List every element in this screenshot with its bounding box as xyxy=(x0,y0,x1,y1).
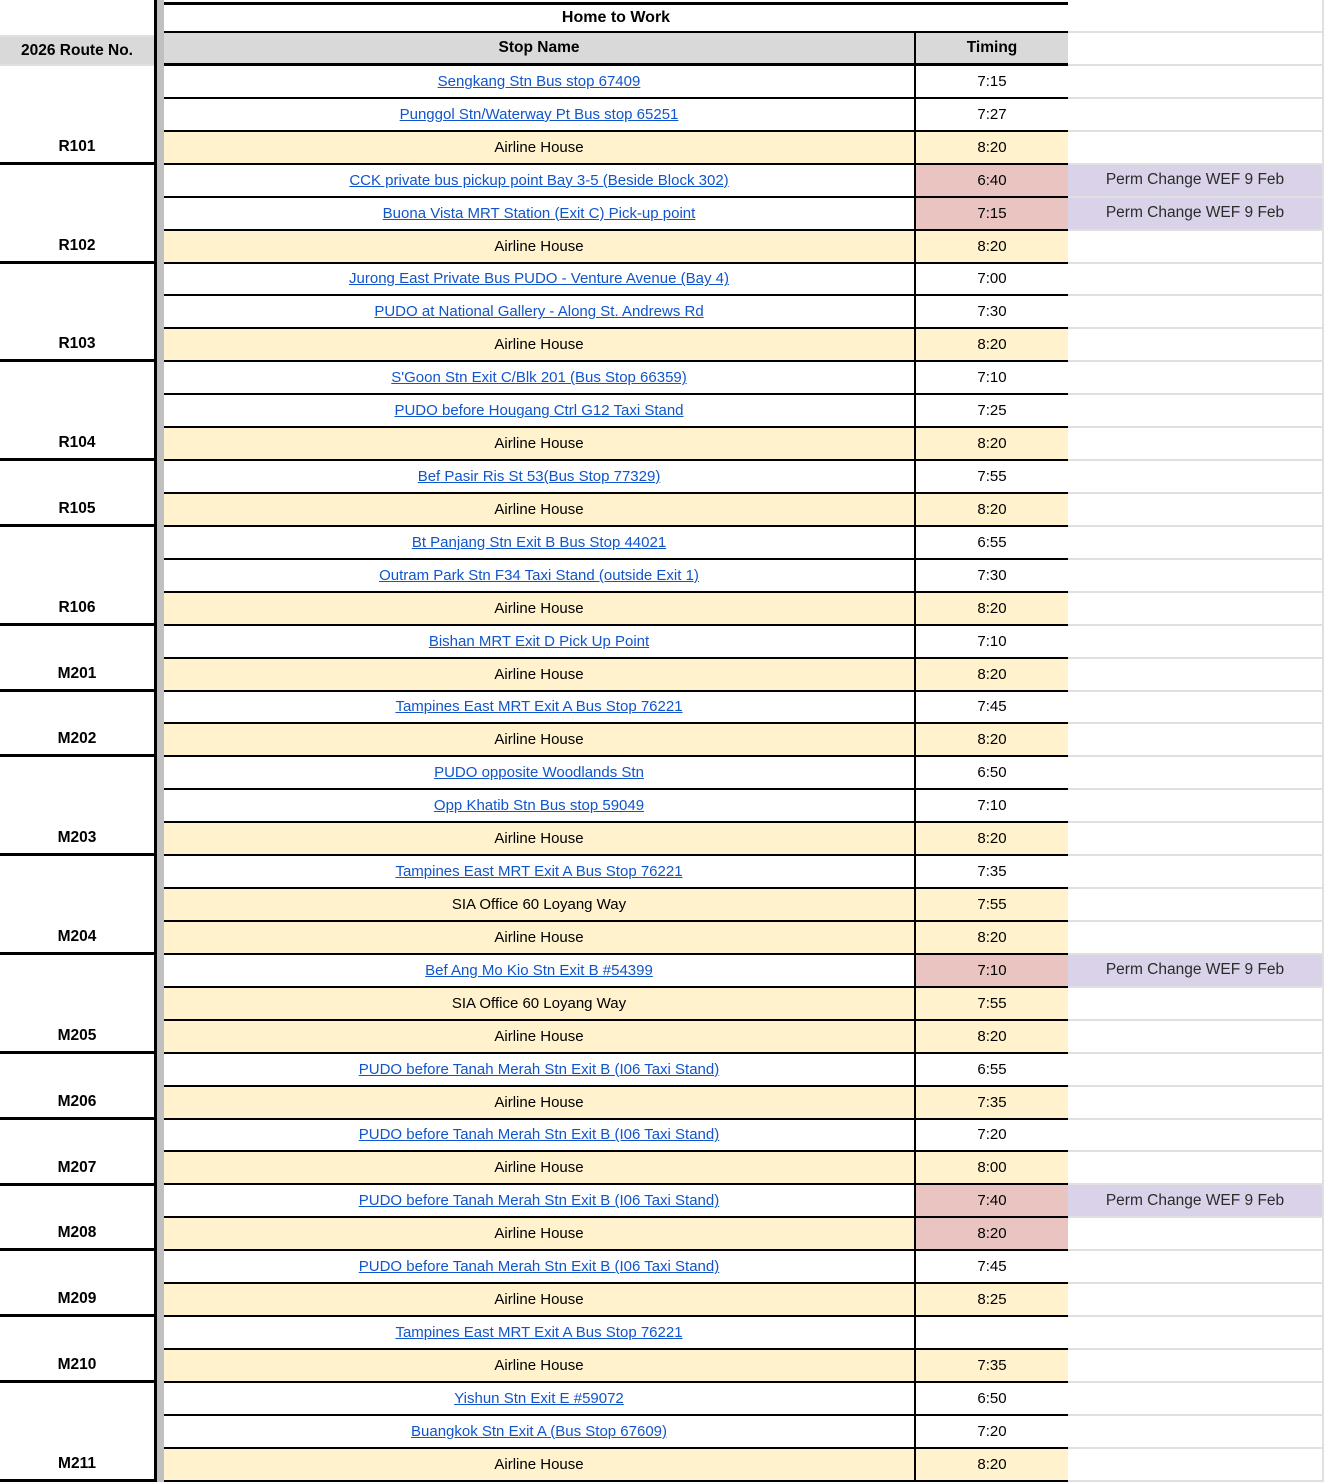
route-cell: M205 xyxy=(0,955,154,1054)
note-cell-empty xyxy=(1068,790,1322,823)
table-row xyxy=(164,165,1068,198)
timing-cell: 7:27 xyxy=(977,105,1007,123)
timing-cell: 8:20 xyxy=(916,231,1068,262)
note-cell-empty xyxy=(1068,626,1322,659)
stop-cell xyxy=(164,560,916,591)
table-row xyxy=(164,560,1068,593)
timing-cell: 7:25 xyxy=(977,402,1007,420)
table-row xyxy=(164,659,1068,692)
timing-cell: 7:45 xyxy=(977,698,1007,716)
table-row xyxy=(164,955,1068,988)
stop-cell xyxy=(164,461,916,492)
timing-header: Timing xyxy=(916,33,1068,63)
note-cell-empty xyxy=(1068,922,1322,955)
table-row xyxy=(164,1021,1068,1054)
stop-link[interactable]: Jurong East Private Bus PUDO - Venture Avenue (Bay 4) xyxy=(349,270,729,288)
stop-link[interactable]: Yishun Stn Exit E #59072 xyxy=(454,1389,624,1407)
route-cell: M202 xyxy=(0,692,154,758)
timing-cell: 8:20 xyxy=(916,823,1068,854)
note-cell: Perm Change WEF 9 Feb xyxy=(1068,955,1322,988)
timing-cell: 6:55 xyxy=(977,1060,1007,1078)
stop-link[interactable]: Buona Vista MRT Station (Exit C) Pick-up point xyxy=(382,204,696,222)
stop-link[interactable]: Tampines East MRT Exit A Bus Stop 76221 xyxy=(395,1323,683,1341)
table-row xyxy=(164,1284,1068,1317)
stop-cell: Airline House xyxy=(164,1218,916,1249)
stop-cell xyxy=(164,856,916,887)
stop-link[interactable]: PUDO before Hougang Ctrl G12 Taxi Stand xyxy=(394,402,684,420)
timing-cell: 6:55 xyxy=(977,533,1007,551)
timing-cell: 7:55 xyxy=(916,889,1068,920)
note-cell: Perm Change WEF 9 Feb xyxy=(1068,198,1322,231)
stop-cell xyxy=(164,362,916,393)
note-cell-empty xyxy=(1068,692,1322,725)
table-row xyxy=(164,790,1068,823)
timing-cell: 8:20 xyxy=(916,329,1068,360)
note-cell-empty xyxy=(1068,1087,1322,1120)
note-cell-empty xyxy=(1068,264,1322,297)
stop-link[interactable]: PUDO before Tanah Merah Stn Exit B (I06 Taxi Stand) xyxy=(358,1060,720,1078)
stop-cell xyxy=(164,626,916,657)
table-row xyxy=(164,66,1068,99)
route-number-column xyxy=(0,0,157,1482)
stop-cell: Airline House xyxy=(164,659,916,690)
stop-link[interactable]: Bef Pasir Ris St 53(Bus Stop 77329) xyxy=(417,468,661,486)
note-cell-empty xyxy=(1068,1449,1322,1482)
route-cell: M209 xyxy=(0,1251,154,1317)
timing-cell: 8:20 xyxy=(916,724,1068,755)
stop-cell: Airline House xyxy=(164,1152,916,1183)
stop-cell: SIA Office 60 Loyang Way xyxy=(164,889,916,920)
note-cell-empty xyxy=(1068,856,1322,889)
route-cell: R104 xyxy=(0,362,154,461)
note-rows xyxy=(1068,66,1322,1482)
stop-link[interactable]: S'Goon Stn Exit C/Blk 201 (Bus Stop 66359) xyxy=(391,369,687,387)
timing-cell: 7:45 xyxy=(977,1258,1007,1276)
table-row xyxy=(164,823,1068,856)
note-cell-empty xyxy=(1068,1284,1322,1317)
stop-link[interactable]: Opp Khatib Stn Bus stop 59049 xyxy=(433,797,645,815)
timing-cell: 7:20 xyxy=(977,1126,1007,1144)
table-row xyxy=(164,626,1068,659)
note-cell-empty xyxy=(1068,659,1322,692)
table-row xyxy=(164,757,1068,790)
stop-cell xyxy=(164,395,916,426)
timing-cell: 6:50 xyxy=(977,764,1007,782)
table-row xyxy=(164,1449,1068,1482)
timing-cell: 8:20 xyxy=(916,922,1068,953)
stop-name-header: Stop Name xyxy=(164,33,916,63)
stop-cell xyxy=(164,955,916,986)
stop-cell xyxy=(164,99,916,130)
table-row xyxy=(164,264,1068,297)
table-title: Home to Work xyxy=(164,2,1068,33)
stop-link[interactable]: Bt Panjang Stn Exit B Bus Stop 44021 xyxy=(411,533,667,551)
table-row xyxy=(164,231,1068,264)
timing-cell: 7:35 xyxy=(916,1350,1068,1381)
timing-cell: 8:20 xyxy=(916,1218,1068,1249)
table-row xyxy=(164,198,1068,231)
route-cell: R102 xyxy=(0,165,154,264)
table-row xyxy=(164,988,1068,1021)
route-cell: R103 xyxy=(0,264,154,363)
stop-cell: Airline House xyxy=(164,231,916,262)
stop-link[interactable]: PUDO before Tanah Merah Stn Exit B (I06 Taxi Stand) xyxy=(358,1126,720,1144)
stop-cell xyxy=(164,1317,916,1348)
timing-cell: 7:00 xyxy=(977,270,1007,288)
route-cell: M208 xyxy=(0,1186,154,1252)
route-cell: M201 xyxy=(0,626,154,692)
stop-cell: Airline House xyxy=(164,1284,916,1315)
note-cell-empty xyxy=(1068,99,1322,132)
table-row xyxy=(164,1087,1068,1120)
stop-cell xyxy=(164,198,916,229)
note-cell-empty xyxy=(1068,329,1322,362)
note-cell-empty xyxy=(1068,1152,1322,1185)
note-cell-empty xyxy=(1068,132,1322,165)
stop-cell xyxy=(164,66,916,97)
note-cell-empty xyxy=(1068,1317,1322,1350)
timing-cell: 7:15 xyxy=(977,72,1007,90)
note-cell-empty xyxy=(1068,1416,1322,1449)
note-cell-empty xyxy=(1068,1021,1322,1054)
timing-cell: 8:20 xyxy=(916,494,1068,525)
note-cell-empty xyxy=(1068,724,1322,757)
table-row xyxy=(164,1054,1068,1087)
note-cell-empty xyxy=(1068,231,1322,264)
note-cell-empty xyxy=(1068,1350,1322,1383)
stop-cell: Airline House xyxy=(164,1449,916,1480)
route-cell: R106 xyxy=(0,527,154,626)
route-cell: M210 xyxy=(0,1317,154,1383)
note-header-spacer xyxy=(1068,0,1322,33)
timing-cell: 8:20 xyxy=(916,132,1068,163)
stop-cell: Airline House xyxy=(164,132,916,163)
note-cell-empty xyxy=(1068,1120,1322,1153)
timing-cell: 7:10 xyxy=(916,955,1068,986)
stop-link[interactable]: PUDO at National Gallery - Along St. Andrews Rd xyxy=(374,303,704,321)
table-row xyxy=(164,494,1068,527)
note-cell-empty xyxy=(1068,988,1322,1021)
main-rows xyxy=(164,66,1068,1482)
note-cell-empty xyxy=(1068,593,1322,626)
stop-link[interactable]: PUDO opposite Woodlands Stn xyxy=(434,764,644,782)
note-cell-empty xyxy=(1068,1251,1322,1284)
table-row xyxy=(164,692,1068,725)
route-cell: R105 xyxy=(0,461,154,527)
stop-cell xyxy=(164,527,916,558)
timing-cell: 7:15 xyxy=(916,198,1068,229)
timing-cell: 7:10 xyxy=(977,797,1007,815)
route-no-header: 2026 Route No. xyxy=(0,35,154,66)
timing-cell: 7:30 xyxy=(977,303,1007,321)
route-column-groups xyxy=(0,66,154,1482)
route-cell: M207 xyxy=(0,1120,154,1186)
stop-cell xyxy=(164,1120,916,1151)
note-cell-empty xyxy=(1068,66,1322,99)
table-row xyxy=(164,1416,1068,1449)
note-cell-empty xyxy=(1068,395,1322,428)
timing-cell: 8:25 xyxy=(916,1284,1068,1315)
note-cell-empty xyxy=(1068,1218,1322,1251)
note-cell-empty xyxy=(1068,428,1322,461)
timing-cell: 8:20 xyxy=(916,1021,1068,1052)
note-cell-empty xyxy=(1068,494,1322,527)
stop-cell xyxy=(164,296,916,327)
table-row xyxy=(164,329,1068,362)
stop-cell: Airline House xyxy=(164,724,916,755)
stop-cell xyxy=(164,692,916,723)
table-row xyxy=(164,724,1068,757)
stop-link[interactable]: Sengkang Stn Bus stop 67409 xyxy=(437,72,641,90)
stop-cell: Airline House xyxy=(164,494,916,525)
table-row xyxy=(164,1350,1068,1383)
stop-link[interactable]: Punggol Stn/Waterway Pt Bus stop 65251 xyxy=(399,105,679,123)
timing-cell: 7:55 xyxy=(977,468,1007,486)
timing-cell: 8:20 xyxy=(916,1449,1068,1480)
timing-cell: 7:10 xyxy=(977,632,1007,650)
stop-cell: Airline House xyxy=(164,1021,916,1052)
stop-link[interactable]: Outram Park Stn F34 Taxi Stand (outside Exit 1) xyxy=(379,566,699,584)
table-row xyxy=(164,1317,1068,1350)
table-row xyxy=(164,395,1068,428)
stop-link[interactable]: PUDO before Tanah Merah Stn Exit B (I06 Taxi Stand) xyxy=(358,1192,720,1210)
table-row xyxy=(164,527,1068,560)
note-cell: Perm Change WEF 9 Feb xyxy=(1068,1185,1322,1218)
table-row xyxy=(164,1218,1068,1251)
column-header-row xyxy=(164,33,1068,66)
stop-cell xyxy=(164,1416,916,1447)
timing-cell: 7:35 xyxy=(916,1087,1068,1118)
timing-cell: 6:50 xyxy=(977,1389,1007,1407)
timing-cell: 8:20 xyxy=(916,428,1068,459)
stop-cell xyxy=(164,1383,916,1414)
notes-column xyxy=(1068,0,1324,1482)
table-row xyxy=(164,922,1068,955)
stop-cell xyxy=(164,790,916,821)
table-row xyxy=(164,889,1068,922)
stop-link[interactable]: CCK private bus pickup point Bay 3-5 (Beside Block 302) xyxy=(349,171,729,189)
table-row xyxy=(164,593,1068,626)
table-row xyxy=(164,296,1068,329)
route-cell: M211 xyxy=(0,1383,154,1482)
stop-link[interactable]: Buangkok Stn Exit A (Bus Stop 67609) xyxy=(411,1422,667,1440)
table-row xyxy=(164,428,1068,461)
stop-cell xyxy=(164,165,916,196)
note-cell: Perm Change WEF 9 Feb xyxy=(1068,165,1322,198)
timing-cell: 7:35 xyxy=(977,863,1007,881)
timing-cell: 7:40 xyxy=(916,1185,1068,1216)
table-row xyxy=(164,99,1068,132)
note-cell-empty xyxy=(1068,1383,1322,1416)
note-cell-empty xyxy=(1068,757,1322,790)
stop-link[interactable]: Tampines East MRT Exit A Bus Stop 76221 xyxy=(395,863,683,881)
home-to-work-table xyxy=(164,0,1068,1482)
note-cell-empty xyxy=(1068,527,1322,560)
stop-cell: Airline House xyxy=(164,329,916,360)
stop-link[interactable]: Bef Ang Mo Kio Stn Exit B #54399 xyxy=(425,961,653,979)
timing-cell xyxy=(916,1317,1068,1348)
stop-link[interactable]: Bishan MRT Exit D Pick Up Point xyxy=(428,632,650,650)
stop-cell: Airline House xyxy=(164,1087,916,1118)
stop-link[interactable]: PUDO before Tanah Merah Stn Exit B (I06 Taxi Stand) xyxy=(358,1258,720,1276)
note-cell-empty xyxy=(1068,1054,1322,1087)
note-cell-empty xyxy=(1068,362,1322,395)
table-row xyxy=(164,1251,1068,1284)
stop-cell: Airline House xyxy=(164,922,916,953)
route-cell: M203 xyxy=(0,757,154,856)
stop-cell xyxy=(164,1185,916,1216)
note-cell-empty xyxy=(1068,823,1322,856)
route-cell: M206 xyxy=(0,1054,154,1120)
stop-cell xyxy=(164,1251,916,1282)
stop-cell: SIA Office 60 Loyang Way xyxy=(164,988,916,1019)
top-left-empty-cell xyxy=(0,0,154,35)
note-cell-empty xyxy=(1068,560,1322,593)
table-row xyxy=(164,1120,1068,1153)
table-row xyxy=(164,856,1068,889)
column-divider xyxy=(157,0,164,1482)
timing-cell: 6:40 xyxy=(916,165,1068,196)
table-row xyxy=(164,362,1068,395)
note-header-spacer xyxy=(1068,33,1322,66)
table-row xyxy=(164,1383,1068,1416)
stop-cell: Airline House xyxy=(164,823,916,854)
route-cell: R101 xyxy=(0,66,154,165)
stop-cell xyxy=(164,1054,916,1085)
stop-cell xyxy=(164,757,916,788)
stop-cell: Airline House xyxy=(164,593,916,624)
stop-cell: Airline House xyxy=(164,428,916,459)
stop-link[interactable]: Tampines East MRT Exit A Bus Stop 76221 xyxy=(395,698,683,716)
timing-cell: 8:20 xyxy=(916,659,1068,690)
timing-cell: 7:30 xyxy=(977,566,1007,584)
stop-cell xyxy=(164,264,916,295)
note-cell-empty xyxy=(1068,296,1322,329)
table-row xyxy=(164,1152,1068,1185)
timing-cell: 7:20 xyxy=(977,1422,1007,1440)
note-cell-empty xyxy=(1068,889,1322,922)
route-cell: M204 xyxy=(0,856,154,955)
timing-cell: 8:20 xyxy=(916,593,1068,624)
timing-cell: 8:00 xyxy=(916,1152,1068,1183)
timing-cell: 7:55 xyxy=(916,988,1068,1019)
table-row xyxy=(164,1185,1068,1218)
note-cell-empty xyxy=(1068,461,1322,494)
table-row xyxy=(164,461,1068,494)
stop-cell: Airline House xyxy=(164,1350,916,1381)
timing-cell: 7:10 xyxy=(977,369,1007,387)
table-row xyxy=(164,132,1068,165)
